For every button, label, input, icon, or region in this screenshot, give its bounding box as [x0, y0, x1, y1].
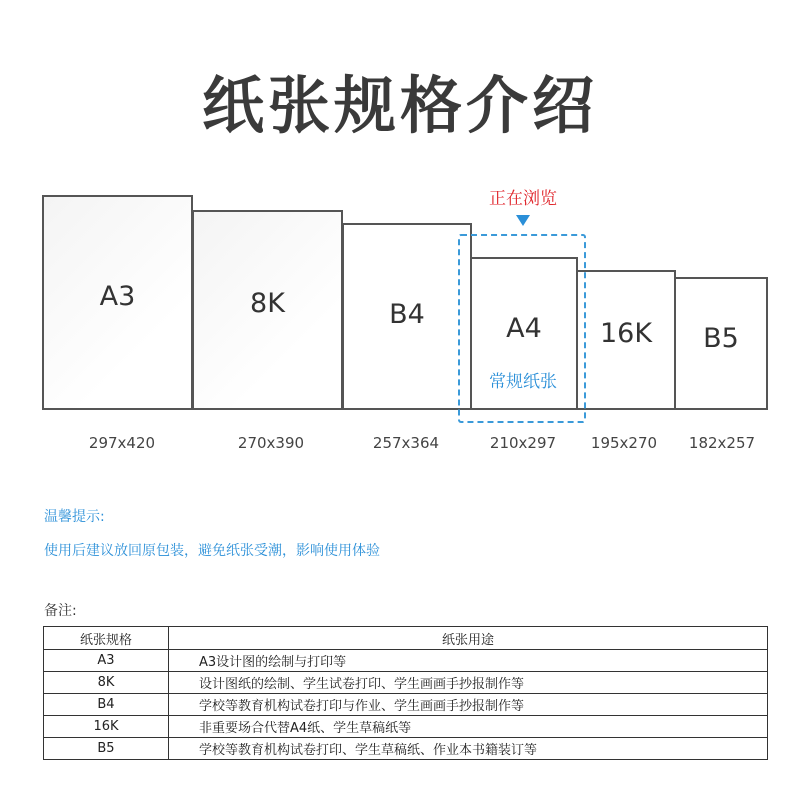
- paper-a3: [42, 195, 193, 410]
- paper-16k-size: 195x270: [590, 434, 658, 452]
- page-title: 纸张规格介绍: [201, 69, 598, 142]
- row-spec: B4: [44, 694, 169, 716]
- notes-label: 备注:: [44, 603, 77, 619]
- row-usage: 学校等教育机构试卷打印、学生草稿纸、作业本书籍装订等: [169, 738, 768, 760]
- header-paper-usage: 纸张用途: [169, 627, 768, 650]
- row-usage: A3设计图的绘制与打印等: [169, 650, 768, 672]
- paper-8k-size: 270x390: [237, 434, 305, 452]
- row-usage: 设计图纸的绘制、学生试卷打印、学生画画手抄报制作等: [169, 672, 768, 694]
- highlight-label: 常规纸张: [489, 372, 557, 392]
- row-usage: 学校等教育机构试卷打印与作业、学生画画手抄报制作等: [169, 694, 768, 716]
- table-row: [44, 738, 768, 760]
- paper-a4-label: A4: [506, 313, 542, 344]
- paper-16k: [576, 270, 676, 410]
- table-row: [44, 650, 768, 672]
- row-spec: B5: [44, 738, 169, 760]
- current-selection-frame: [458, 234, 586, 423]
- tip-body: 使用后建议放回原包装，避免纸张受潮，影响使用体验: [44, 543, 380, 559]
- paper-a3-size: 297x420: [88, 434, 156, 452]
- tip-heading: 温馨提示:: [44, 509, 105, 525]
- browsing-label: 正在浏览: [489, 189, 557, 209]
- row-spec: 8K: [44, 672, 169, 694]
- paper-b5: [674, 277, 768, 410]
- paper-a4-size: 210x297: [489, 434, 557, 452]
- paper-b4: [342, 223, 472, 410]
- table-header-row: [44, 627, 768, 650]
- row-usage: 非重要场合代替A4纸、学生草稿纸等: [169, 716, 768, 738]
- arrow-down-icon: [516, 215, 530, 226]
- paper-b4-label: B4: [389, 299, 425, 330]
- row-spec: 16K: [44, 716, 169, 738]
- table-row: [44, 694, 768, 716]
- header-paper-spec: 纸张规格: [44, 627, 169, 650]
- paper-16k-label: 16K: [599, 318, 653, 349]
- row-spec: A3: [44, 650, 169, 672]
- paper-b4-size: 257x364: [372, 434, 440, 452]
- table-row: [44, 672, 768, 694]
- paper-a3-label: A3: [99, 281, 136, 312]
- table-row: [44, 716, 768, 738]
- paper-8k: [192, 210, 343, 410]
- paper-usage-table: [43, 626, 768, 760]
- paper-b5-size: 182x257: [688, 434, 756, 452]
- paper-b5-label: B5: [703, 323, 739, 354]
- paper-8k-label: 8K: [250, 288, 285, 319]
